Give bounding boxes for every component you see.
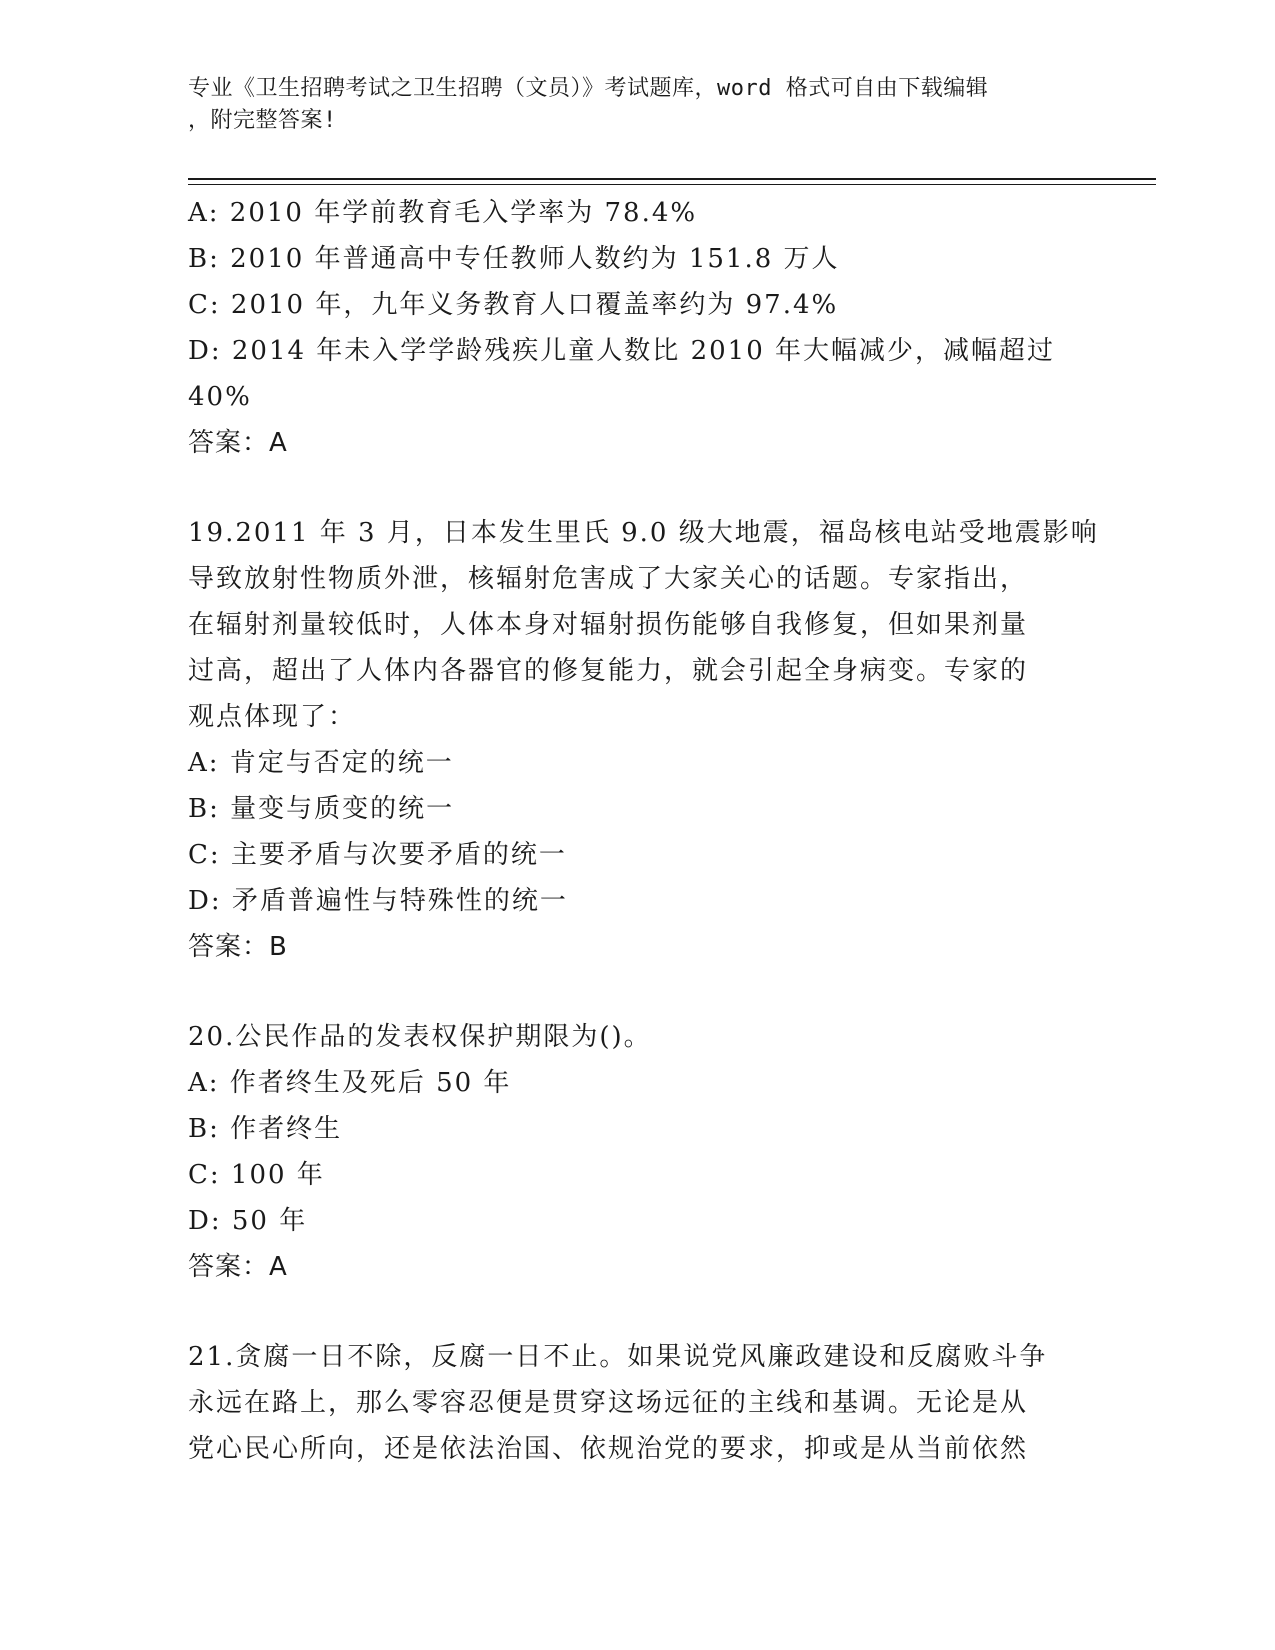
option-a: A: 2010 年学前教育毛入学率为 78.4% xyxy=(188,198,698,228)
question-18 xyxy=(188,190,1088,466)
document-header xyxy=(188,73,1068,137)
option-d: D: 矛盾普遍性与特殊性的统一 xyxy=(188,886,568,916)
question-stem-line: 过高，超出了人体内各器官的修复能力，就会引起全身病变。专家的 xyxy=(188,656,1029,686)
answer-label: 答案：A xyxy=(188,1252,288,1282)
question-19 xyxy=(188,510,1099,970)
question-21 xyxy=(188,1334,1088,1472)
option-c: C: 主要矛盾与次要矛盾的统一 xyxy=(188,840,567,870)
question-stem-line: 永远在路上，那么零容忍便是贯穿这场远征的主线和基调。无论是从 xyxy=(188,1388,1029,1418)
spacer xyxy=(188,466,1088,510)
question-20 xyxy=(188,1014,1088,1290)
question-stem-line: 党心民心所向，还是依法治国、依规治党的要求，抑或是从当前依然 xyxy=(188,1434,1029,1464)
option-c: C: 100 年 xyxy=(188,1160,325,1190)
spacer xyxy=(188,1290,1088,1334)
question-stem-line: 19.2011 年 3 月，日本发生里氏 9.0 级大地震，福岛核电站受地震影响 xyxy=(188,518,1099,548)
option-d-continued: 40% xyxy=(188,382,252,412)
header-divider-thin xyxy=(188,184,1156,185)
question-stem-line: 导致放射性物质外泄，核辐射危害成了大家关心的话题。专家指出， xyxy=(188,564,1029,594)
question-stem-line: 20.公民作品的发表权保护期限为()。 xyxy=(188,1022,652,1052)
spacer xyxy=(188,970,1088,1014)
header-divider-thick xyxy=(188,178,1156,180)
option-c: C: 2010 年，九年义务教育人口覆盖率约为 97.4% xyxy=(188,290,839,320)
header-line-2: ，附完整答案! xyxy=(188,108,337,133)
question-stem-line: 观点体现了： xyxy=(188,702,357,732)
answer-label: 答案：A xyxy=(188,428,288,458)
answer-label: 答案：B xyxy=(188,932,288,962)
question-stem-line: 21.贪腐一日不除，反腐一日不止。如果说党风廉政建设和反腐败斗争 xyxy=(188,1342,1048,1372)
option-b: B: 作者终生 xyxy=(188,1114,343,1144)
option-d: D: 50 年 xyxy=(188,1206,308,1236)
question-stem-line: 在辐射剂量较低时，人体本身对辐射损伤能够自我修复，但如果剂量 xyxy=(188,610,1029,640)
option-d: D: 2014 年未入学学龄残疾儿童人数比 2010 年大幅减少，减幅超过 xyxy=(188,336,1056,366)
option-a: A: 肯定与否定的统一 xyxy=(188,748,454,778)
option-b: B: 2010 年普通高中专任教师人数约为 151.8 万人 xyxy=(188,244,840,274)
header-line-1: 专业《卫生招聘考试之卫生招聘（文员）》考试题库，word 格式可自由下载编辑 xyxy=(188,76,989,101)
option-a: A: 作者终生及死后 50 年 xyxy=(188,1068,512,1098)
question-content xyxy=(188,190,1099,1472)
option-b: B: 量变与质变的统一 xyxy=(188,794,455,824)
